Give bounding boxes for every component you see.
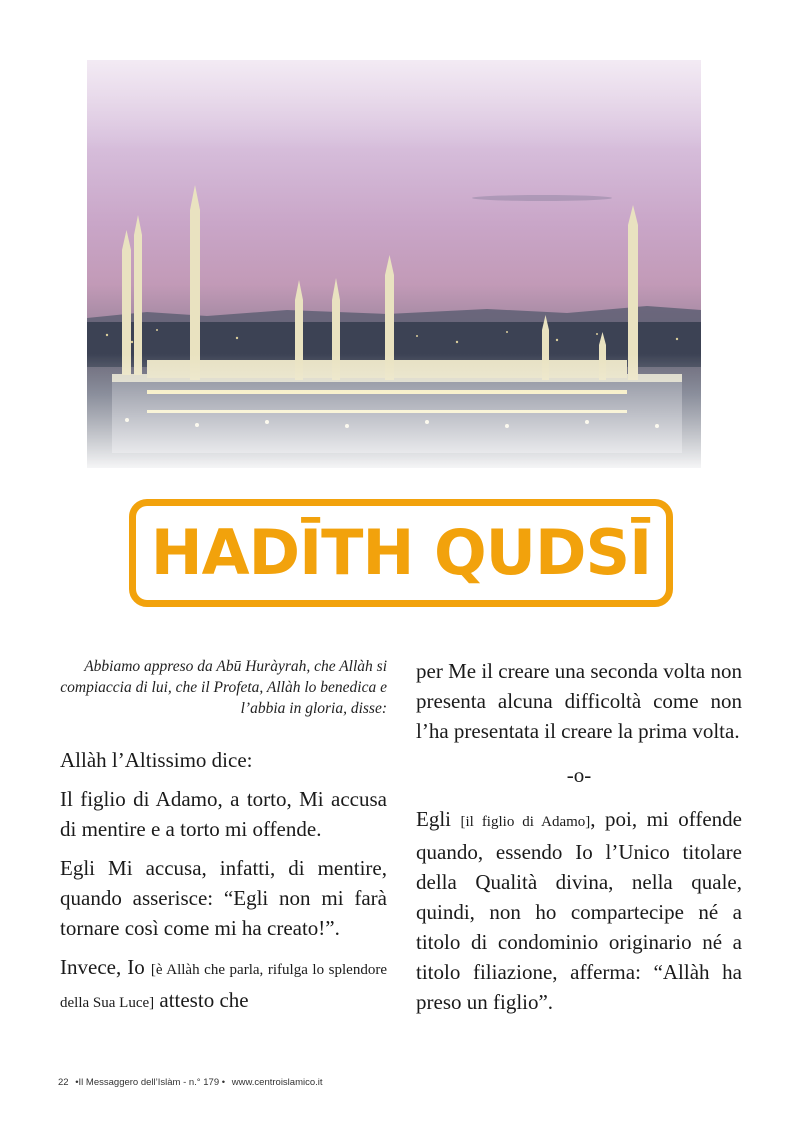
mosque-photo [87,60,701,468]
website-link[interactable]: www.centroislamico.it [231,1077,323,1088]
section-separator: -o- [566,763,592,787]
paragraph-5: per Me il creare una seconda volta non presenta alcuna difficoltà come non l’ha presentata il creare la prima volta. [416,659,742,743]
photo-fade-overlay [87,60,701,468]
intro-text: Abbiamo appreso da Abū Huràyrah, che Allàh si compiaccia di lui, che il Profeta, Allàh lo benedica e l’abbia in gloria, disse: [60,658,387,717]
paragraph-4-end: attesto che [159,988,249,1012]
paragraph-6-end: , poi, mi offende quando, essendo Io l’Unico titolare della Qualità divina, nella quale, quindi, non ho compartecipe né a titolo di condominio originario né a titolo filiazione, afferma: “Allàh ha preso un figlio”. [416,807,742,1014]
paragraph-6-start: Egli [416,807,451,831]
paragraph-4-start: Invece, Io [60,955,145,979]
bracket-note: [è Allàh che parla, rifulga lo splendore della Sua Luce] [60,962,387,1011]
title-frame [129,499,673,607]
paragraph-2: Il figlio di Adamo, a torto, Mi accusa di mentire e a torto mi offende. [60,787,387,841]
paragraph-3: Egli Mi accusa, infatti, di mentire, quando asserisce: “Egli non mi farà tornare così come mi ha creato!”. [60,856,387,940]
page-number: 22 [58,1077,69,1088]
bracket-note-2: [il figlio di Adamo] [460,814,591,830]
paragraph-6 [416,804,742,1017]
publication-name: •Il Messaggero dell’Islàm - n.° 179 • [75,1077,226,1088]
page-footer [58,1077,327,1088]
left-column [60,656,387,1027]
right-column [416,656,742,1026]
page-title: HADĪTH QUDSĪ [150,516,652,589]
paragraph-4 [60,952,387,1018]
paragraph-1: Allàh l’Altissimo dice: [60,748,253,772]
